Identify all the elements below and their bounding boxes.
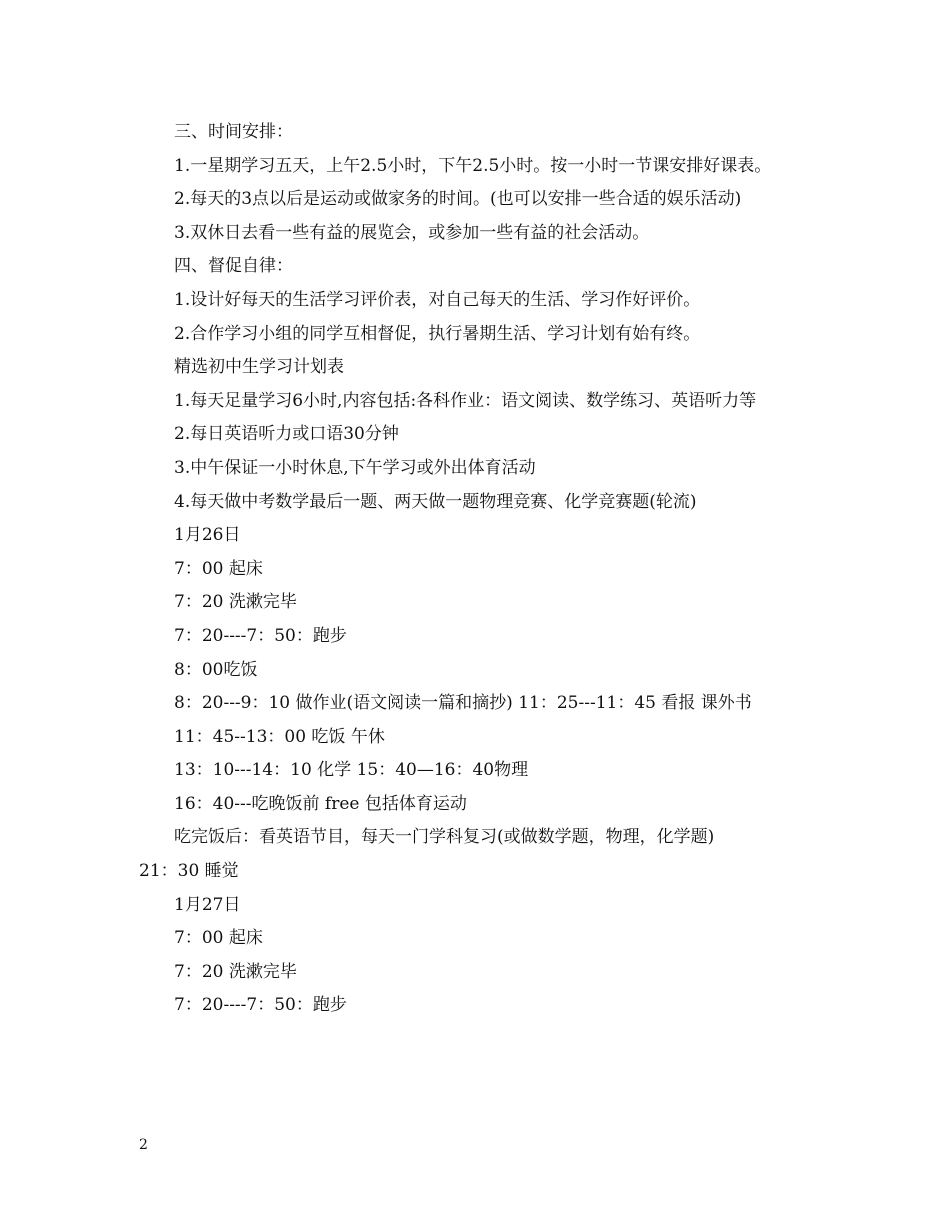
- paragraph: 四、督促自律：: [174, 256, 293, 277]
- paragraph: 1.每天足量学习6小时,内容包括:各科作业：语文阅读、数学练习、英语听力等: [174, 390, 757, 411]
- paragraph: 16：40---吃晚饭前 free 包括体育运动: [174, 793, 467, 814]
- paragraph: 1.设计好每天的生活学习评价表，对自己每天的生活、学习作好评价。: [174, 289, 701, 310]
- paragraph: 3.中午保证一小时休息,下午学习或外出体育活动: [174, 457, 536, 478]
- paragraph: 7：20 洗漱完毕: [174, 592, 297, 613]
- paragraph: 吃完饭后：看英语节目，每天一门学科复习(或做数学题，物理，化学题): [174, 827, 715, 848]
- paragraph: 7：20 洗漱完毕: [174, 961, 297, 982]
- paragraph: 1.一星期学习五天，上午2.5小时，下午2.5小时。按一小时一节课安排好课表。: [174, 155, 772, 176]
- paragraph: 11：45--13：00 吃饭 午休: [174, 726, 385, 747]
- paragraph: 1月26日: [174, 525, 241, 546]
- paragraph: 7：20----7：50：跑步: [174, 995, 347, 1016]
- paragraph: 2.每天的3点以后是运动或做家务的时间。(也可以安排一些合适的娱乐活动): [174, 189, 742, 210]
- paragraph: 1月27日: [174, 894, 241, 915]
- paragraph: 21：30 睡觉: [139, 861, 239, 882]
- paragraph: 8：20---9：10 做作业(语文阅读一篇和摘抄) 11：25---11：45 看报 课外书: [174, 693, 752, 714]
- document-body: [139, 116, 819, 1023]
- paragraph: 13：10---14：10 化学 15：40—16：40物理: [174, 760, 529, 781]
- paragraph: 精选初中生学习计划表: [174, 357, 344, 378]
- paragraph: 8：00吃饭: [174, 659, 258, 680]
- paragraph: 7：00 起床: [174, 558, 263, 579]
- paragraph: 3.双休日去看一些有益的展览会，或参加一些有益的社会活动。: [174, 222, 650, 243]
- paragraph: 2.每日英语听力或口语30分钟: [174, 424, 399, 445]
- paragraph: 7：00 起床: [174, 928, 263, 949]
- paragraph: 2.合作学习小组的同学互相督促，执行暑期生活、学习计划有始有终。: [174, 323, 701, 344]
- paragraph: 三、时间安排：: [174, 122, 293, 142]
- page-number: 2: [139, 1137, 148, 1153]
- paragraph: 4.每天做中考数学最后一题、两天做一题物理竞赛、化学竞赛题(轮流): [174, 491, 697, 512]
- paragraph: 7：20----7：50：跑步: [174, 625, 347, 646]
